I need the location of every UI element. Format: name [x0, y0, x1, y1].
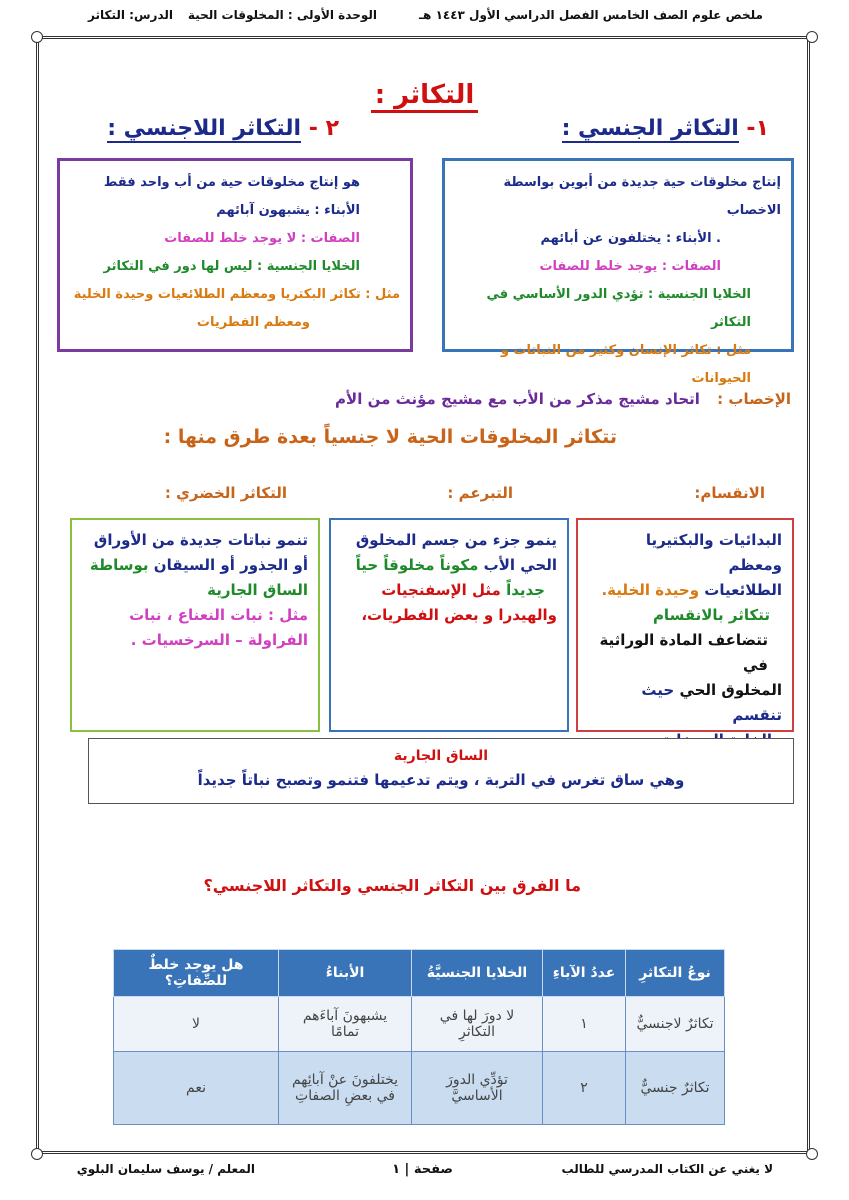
fertilization-label: الإخصاب : [717, 390, 791, 408]
sexual-definition-box: إنتاج مخلوقات حية جديدة من أبوين بواسطة الاخصاب . الأبناء : يختلفون عن أبائهم الصفات : يوجد خلط للصفات الخلايا الجنسية : تؤدي الدور الأساسي في التكاثر مثل : تكاثر الإنسان وكثير من النباتات و الحيوانات [442, 158, 794, 352]
table-cell: يختلفونَ عنْ آبائِهم في بعضِ الصفاتِ [279, 1052, 412, 1125]
asexual-methods-heading: تتكاثر المخلوقات الحية لا جنسياً بعدة طرق منها : [163, 426, 617, 448]
table-header: الأبناءُ [279, 950, 412, 997]
fertilization-text: اتحاد مشيج مذكر من الأب مع مشيج مؤنث من الأم [335, 390, 700, 408]
header-lesson: الدرس: التكاثر [88, 8, 173, 22]
frame-corner [31, 1148, 43, 1160]
table-cell: يشبهونَ آباءَهم تمامًا [279, 997, 412, 1052]
asexual-heading: ٢ - التكاثر اللاجنسي : [107, 116, 339, 141]
comparison-table [113, 949, 725, 1125]
budding-box: ينمو جزء من جسم المخلوق الحي الأب مكوناً مخلوقاً حياً جديداً مثل الإسفنجيات والهيدرا و بعض الفطريات، [329, 518, 569, 732]
comparison-question: ما الفرق بين التكاثر الجنسي والتكاثر اللاجنسي؟ [203, 876, 581, 895]
table-cell: لا [114, 997, 279, 1052]
table-header: هل يوجد خلطٌ للصِّفاتِ؟ [114, 950, 279, 997]
table-header: عددُ الآباءِ [543, 950, 626, 997]
page-header [0, 8, 849, 30]
header-unit: الوحدة الأولى : المخلوقات الحية [187, 8, 377, 22]
asexual-definition-box: هو إنتاج مخلوقات حية من أب واحد فقط الأبناء : يشبهون آبائهم الصفات : لا يوجد خلط للصفات الخلايا الجنسية : ليس لها دور في التكاثر مثل : تكاثر البكتريا ومعظم الطلائعيات وحيدة الخلية ومعظم الفطريات [57, 158, 413, 352]
header-course-info: ملخص علوم الصف الخامس الفصل الدراسي الأول ١٤٤٣ هـ [418, 8, 763, 22]
page-title: التكاثر : [0, 80, 849, 110]
runner-text: وهي ساق تغرس في التربة ، ويتم تدعيمها فتنمو وتصبح نباتاً جديداً [197, 771, 685, 789]
budding-label: التبرعم : [447, 484, 513, 502]
table-cell: تكاثرٌ جنسيٌّ [626, 1052, 725, 1125]
page-footer [0, 1162, 849, 1186]
table-cell: تؤدِّي الدورَ الأساسيَّ [412, 1052, 543, 1125]
table-cell: ١ [543, 997, 626, 1052]
runner-definition-box [88, 738, 794, 804]
page-number: صفحة | ١ [392, 1162, 453, 1177]
vegetative-label: التكاثر الخضري : [164, 484, 287, 502]
frame-corner [806, 1148, 818, 1160]
table-row [114, 997, 725, 1052]
table-header: الخلايا الجنسيَّةُ [412, 950, 543, 997]
fission-box: البدائيات والبكتيريا ومعظم الطلائعيات وحيدة الخلية. تتكاثر بالانقسام تتضاعف المادة الوراثية في المخلوق الحي حيث تنقسم [576, 518, 794, 732]
footer-note: لا يغني عن الكتاب المدرسي للطالب [561, 1162, 773, 1176]
footer-teacher: المعلم / يوسف سليمان البلوي [76, 1162, 255, 1176]
frame-corner [31, 31, 43, 43]
table-cell: نعم [114, 1052, 279, 1125]
table-header: نوعُ التكاثرِ [626, 950, 725, 997]
table-row [114, 1052, 725, 1125]
table-cell: لا دورَ لها في التكاثرِ [412, 997, 543, 1052]
runner-title: الساق الجارية [393, 748, 489, 764]
fertilization-definition [335, 390, 791, 408]
sexual-heading: ١- التكاثر الجنسي : [561, 116, 769, 141]
table-cell: ٢ [543, 1052, 626, 1125]
frame-corner [806, 31, 818, 43]
table-header-row [114, 950, 725, 997]
fission-label: الانقسام: [694, 484, 765, 502]
vegetative-box: تنمو نباتات جديدة من الأوراق أو الجذور أو السيقان بوساطة الساق الجارية مثل : نبات النعناع ، نبات الفراولة – السرخسيات . [70, 518, 320, 732]
table-cell: تكاثرٌ لاجنسيٌّ [626, 997, 725, 1052]
